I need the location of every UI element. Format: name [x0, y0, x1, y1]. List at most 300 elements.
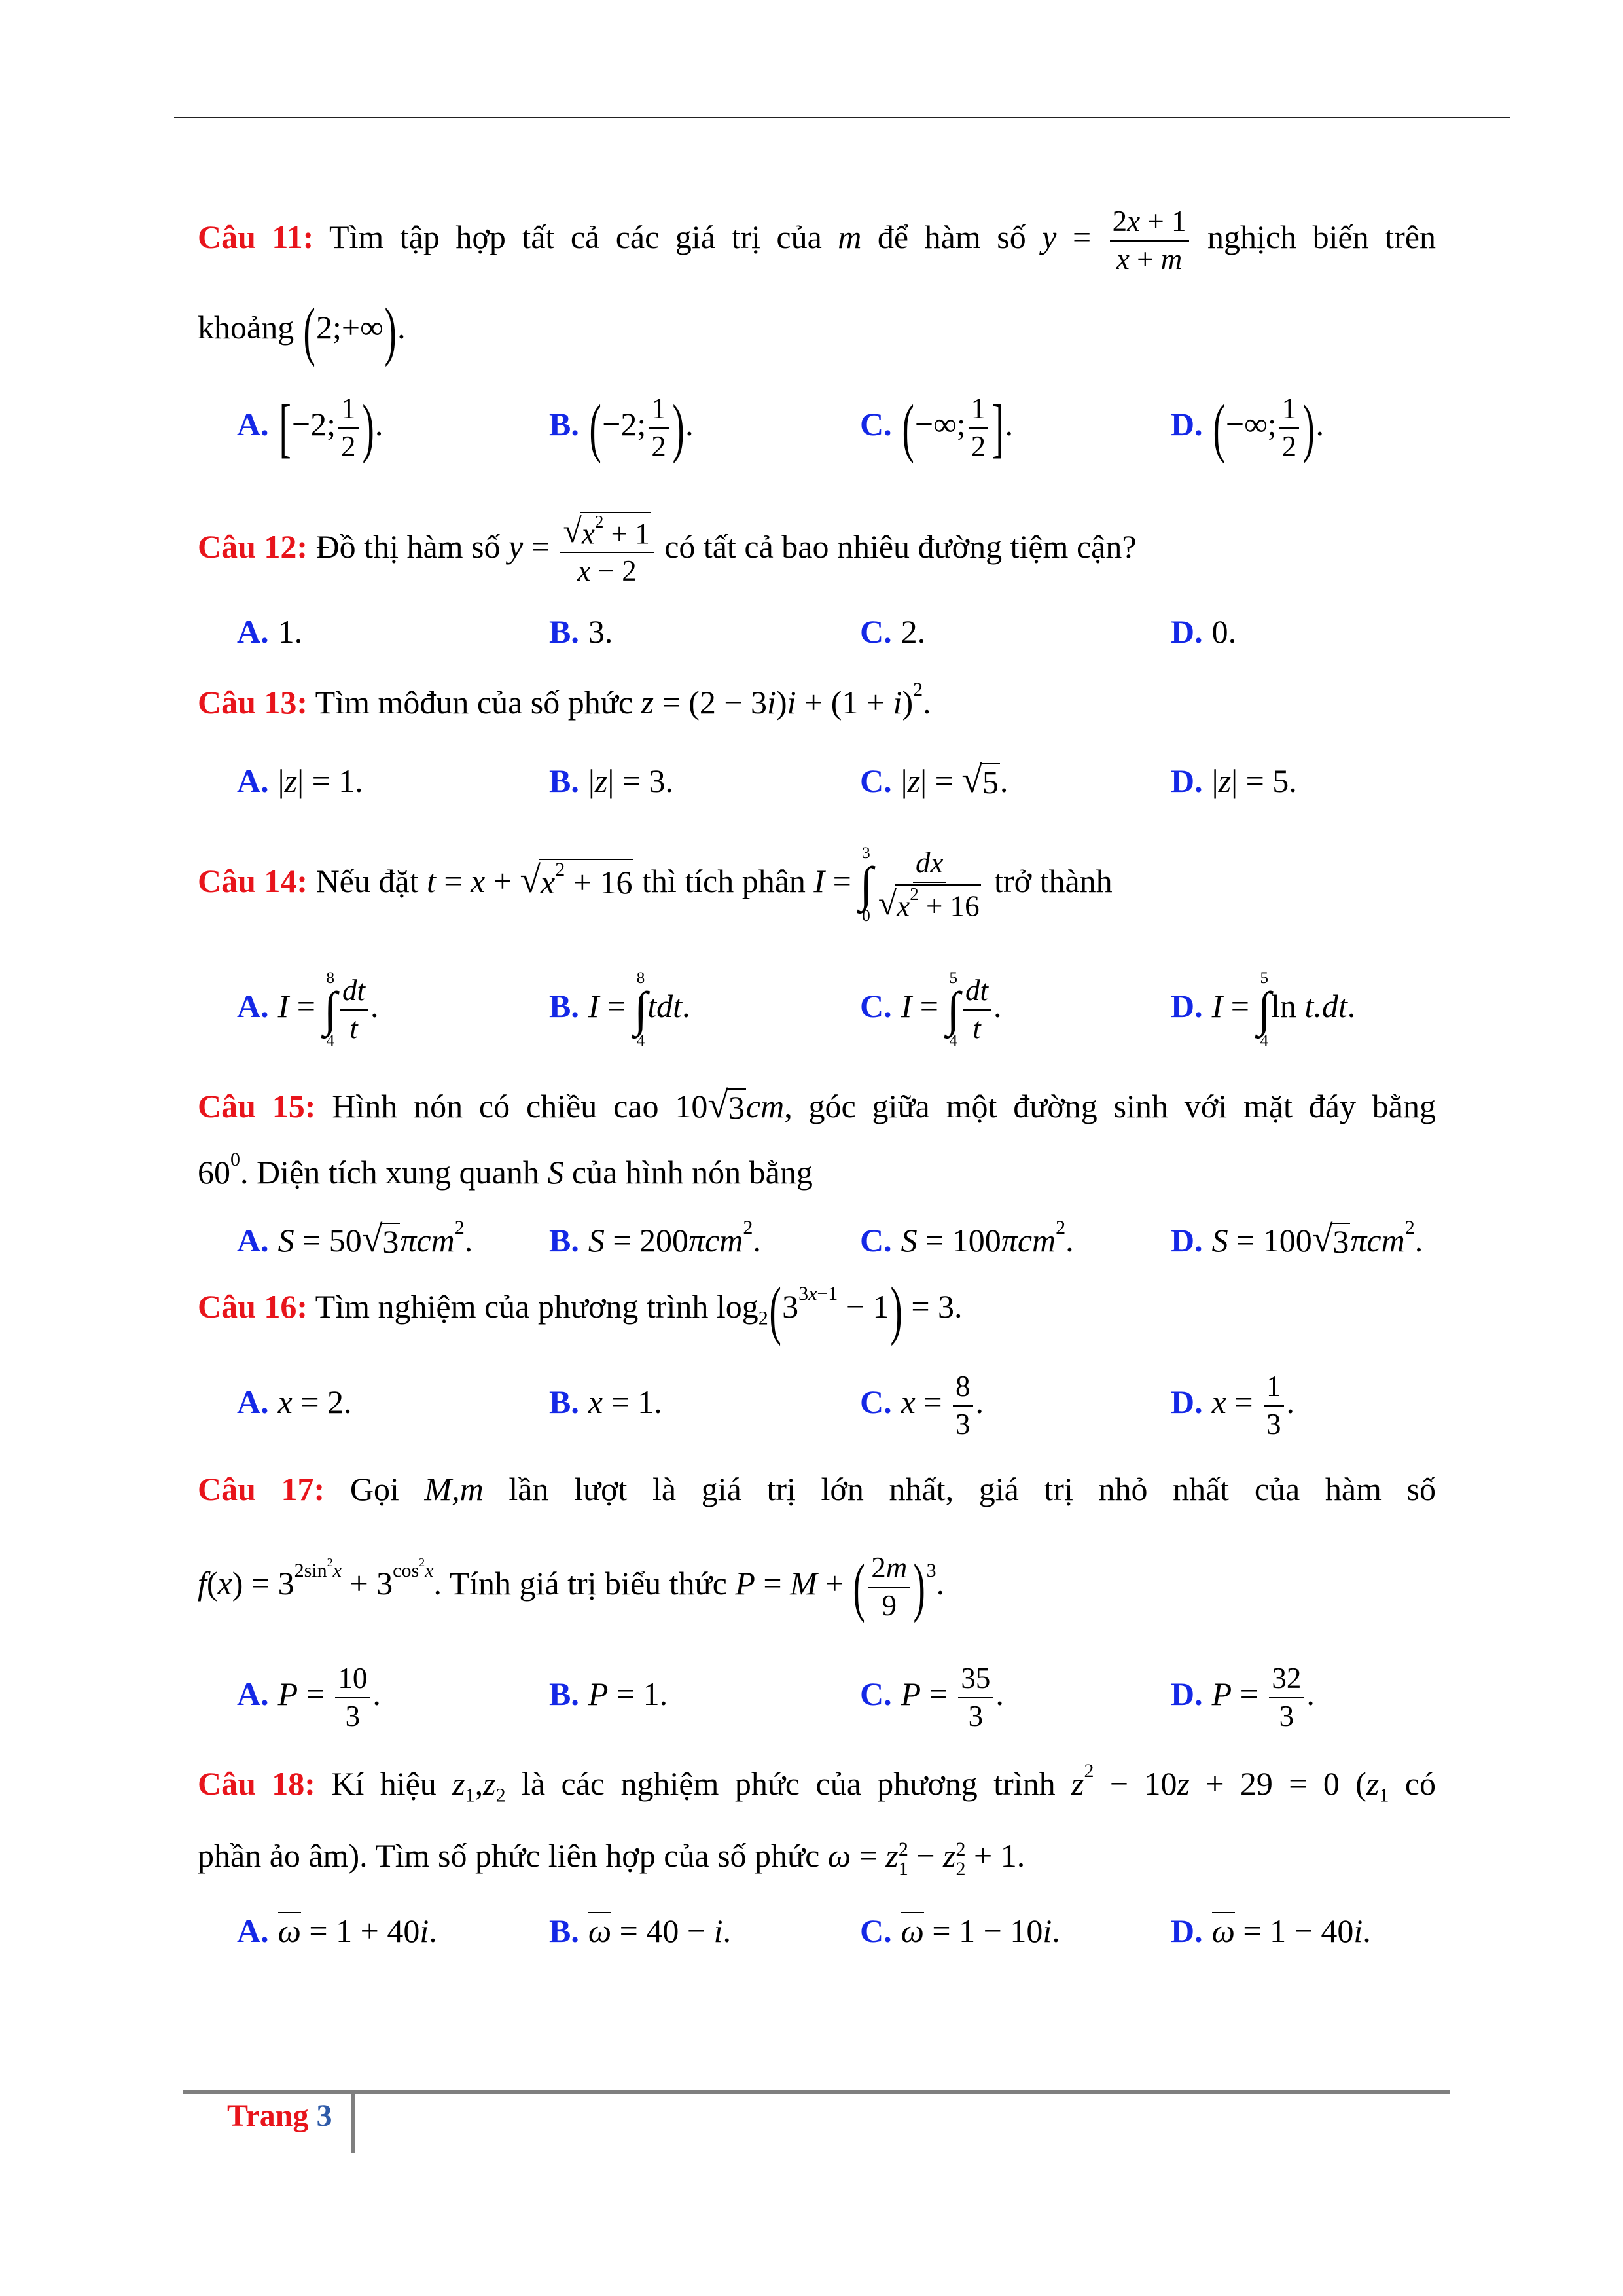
page-number: 3	[316, 2098, 332, 2133]
integral-sign-icon: ∫	[946, 982, 961, 1037]
math-text: cos	[393, 1560, 419, 1581]
math-text: 0	[230, 1149, 240, 1170]
option-label: B.	[549, 406, 579, 442]
fraction	[1264, 1370, 1284, 1442]
answer-option-a[interactable]	[237, 967, 379, 1050]
math-variable: I	[277, 988, 289, 1024]
integral-upper-limit: 8	[326, 969, 334, 987]
option-label: C.	[860, 1384, 892, 1420]
math-variable: z	[907, 762, 921, 799]
numerator	[560, 512, 653, 553]
math-text: 9	[882, 1588, 897, 1622]
text-run: . Diện tích xung quanh	[240, 1154, 548, 1191]
subscript	[758, 1308, 768, 1329]
math-text: ln	[1271, 988, 1305, 1024]
math-variable: z	[483, 1765, 496, 1802]
square-root	[1312, 1219, 1351, 1260]
fraction	[958, 1662, 993, 1734]
math-variable: i	[1043, 1912, 1052, 1949]
math-text: =	[825, 863, 860, 899]
math-variable: x	[332, 1560, 342, 1581]
math-text: =	[1232, 1676, 1267, 1712]
footer-rule	[183, 2090, 1450, 2094]
math-variable: ω	[827, 1837, 851, 1874]
math-text: 3	[955, 1407, 971, 1441]
math-text: −∞;	[1225, 406, 1277, 442]
answer-option-b[interactable]	[549, 1363, 662, 1441]
square-root	[520, 859, 633, 901]
question-line	[198, 1816, 1436, 1895]
math-text: 2	[758, 1307, 768, 1329]
math-text: | = 3.	[607, 762, 674, 799]
radicand	[539, 859, 633, 901]
math-text: 2sin	[294, 1560, 327, 1581]
bracket: [	[279, 391, 291, 464]
numerator	[1269, 1662, 1304, 1698]
math-text: 1	[341, 391, 356, 425]
subscript	[1379, 1785, 1389, 1806]
subscript: 2	[955, 1857, 966, 1880]
question-label: Câu 13:	[198, 684, 308, 721]
math-text: =	[599, 988, 634, 1024]
question-label: Câu 16:	[198, 1288, 308, 1325]
answer-option-b[interactable]	[549, 1892, 731, 1970]
math-text: + 1	[1140, 204, 1186, 238]
answer-option-d[interactable]	[1171, 1655, 1315, 1733]
math-text: =	[915, 1384, 951, 1420]
fraction	[1269, 1662, 1304, 1734]
text-run: có tất cả bao nhiêu đường tiệm cận?	[656, 528, 1137, 565]
math-text: 0.	[1211, 613, 1237, 650]
answer-option-d[interactable]	[1171, 1363, 1294, 1441]
math-text: 1	[1281, 391, 1297, 425]
math-text: = 100	[917, 1222, 1001, 1259]
math-text: 2	[555, 859, 565, 881]
math-text: .	[1363, 1912, 1371, 1949]
option-label: D.	[1171, 762, 1203, 799]
math-text: .	[1286, 1384, 1295, 1420]
answer-option-d[interactable]	[1171, 967, 1356, 1050]
math-text: .	[936, 1565, 945, 1602]
math-text: .	[1306, 1676, 1315, 1712]
math-text: −	[908, 1837, 944, 1874]
math-variable: z	[641, 684, 654, 721]
answer-option-d[interactable]	[1171, 1892, 1371, 1970]
bracket: )	[362, 391, 374, 464]
math-variable: πcm	[1001, 1222, 1056, 1259]
math-text: (	[206, 1565, 218, 1602]
fraction	[1110, 205, 1189, 277]
superscript	[910, 884, 919, 904]
answer-option-c[interactable]	[860, 967, 1002, 1050]
question-line	[198, 1544, 1436, 1623]
integral-lower-limit: 4	[949, 1032, 957, 1050]
conjugate-bar	[901, 1912, 924, 1949]
integral-upper-limit: 5	[949, 969, 957, 987]
radicand	[1331, 1223, 1350, 1260]
math-text: | = 5.	[1231, 762, 1297, 799]
bracket: (	[853, 1550, 865, 1623]
option-label: C.	[860, 1222, 892, 1259]
question-label: Câu 17:	[198, 1471, 325, 1507]
math-text: =	[912, 988, 947, 1024]
math-text: |	[277, 762, 285, 799]
question-label: Câu 15:	[198, 1088, 316, 1124]
question-line	[198, 1744, 1436, 1823]
math-text: 3	[382, 1223, 399, 1261]
math-text: 3	[782, 1288, 799, 1325]
math-text: 3.	[588, 613, 613, 650]
math-variable: z	[885, 1837, 899, 1874]
math-text: 2	[1056, 1217, 1066, 1238]
denominator	[1277, 1698, 1297, 1734]
math-text: + 1	[603, 517, 650, 550]
math-text: 5	[982, 764, 999, 801]
denominator	[876, 883, 984, 923]
math-variable: t	[349, 1011, 358, 1045]
math-text: .	[397, 309, 406, 346]
math-text: 2	[971, 429, 986, 463]
math-text: 3	[1266, 1407, 1281, 1441]
math-text: =	[289, 988, 324, 1024]
math-text: =	[755, 1565, 791, 1602]
math-variable: m	[1160, 242, 1183, 276]
superscript: 2	[955, 1838, 966, 1860]
math-variable: cm	[745, 1088, 785, 1124]
fraction	[649, 392, 669, 464]
math-text: 3	[1279, 1699, 1294, 1732]
answer-option-a[interactable]	[237, 742, 363, 820]
math-variable: x	[808, 1283, 817, 1304]
page-word: Trang	[227, 2098, 309, 2133]
question-line	[198, 507, 1436, 586]
numerator	[340, 974, 368, 1011]
text-run: . Tính giá trị biểu thức	[433, 1565, 736, 1602]
option-label: A.	[237, 1912, 269, 1949]
answer-option-b[interactable]	[549, 1655, 668, 1733]
denominator	[338, 429, 359, 464]
text-run: nghịch biến trên	[1191, 219, 1436, 255]
math-text: .	[975, 1384, 984, 1420]
super-subscript	[899, 1840, 908, 1879]
math-text: = 1.	[603, 1384, 662, 1420]
answer-option-a[interactable]	[237, 1363, 352, 1441]
bracket: )	[913, 1550, 926, 1623]
superscript	[419, 1556, 425, 1569]
option-label: A.	[237, 613, 269, 650]
answer-option-b[interactable]	[549, 967, 690, 1050]
radical-sign-icon: √	[961, 759, 982, 800]
answer-option-c[interactable]	[860, 1655, 1004, 1733]
option-label: A.	[237, 1384, 269, 1420]
math-text: 1	[1266, 1369, 1281, 1403]
fraction	[338, 392, 359, 464]
math-text: 2	[1281, 429, 1297, 463]
math-variable: P	[277, 1676, 298, 1712]
bracket: )	[384, 294, 397, 367]
math-text: +	[817, 1565, 852, 1602]
question-label: Câu 18:	[198, 1765, 315, 1802]
option-label: B.	[549, 988, 579, 1024]
numerator	[963, 974, 991, 1011]
math-text: .	[1005, 406, 1013, 442]
math-text: 8	[955, 1369, 971, 1403]
math-text: |	[588, 762, 595, 799]
answer-option-c[interactable]	[860, 385, 1013, 463]
math-variable: i	[787, 684, 796, 721]
math-variable: I	[813, 863, 825, 899]
answer-option-c[interactable]	[860, 592, 925, 671]
math-variable: i	[767, 684, 776, 721]
integral-sign-icon: ∫	[1257, 982, 1272, 1037]
math-text: 3	[728, 1089, 745, 1126]
math-variable: y	[508, 528, 524, 565]
math-variable: S	[547, 1154, 564, 1191]
math-text: 1	[1379, 1784, 1389, 1806]
superscript	[327, 1556, 333, 1569]
math-variable: dt	[965, 973, 989, 1007]
denominator	[1279, 429, 1300, 464]
denominator	[347, 1011, 361, 1046]
math-text: = 200	[604, 1222, 689, 1259]
option-label: C.	[860, 406, 892, 442]
numerator	[1279, 392, 1300, 429]
math-text: 2	[327, 1555, 333, 1569]
superscript	[294, 1555, 342, 1581]
answer-option-a[interactable]	[237, 592, 302, 671]
math-text: + 29 = 0	[1189, 1765, 1340, 1802]
math-text: =	[523, 528, 558, 565]
option-label: A.	[237, 1676, 269, 1712]
answer-option-a[interactable]	[237, 1892, 437, 1970]
fraction	[560, 512, 653, 588]
text-run: là các nghiệm phức của phương trình	[505, 1765, 1072, 1802]
math-variable: M	[790, 1565, 817, 1602]
numerator	[969, 392, 989, 429]
radicand	[981, 763, 1000, 800]
math-text: .	[429, 1912, 437, 1949]
math-text: − 1	[838, 1288, 889, 1325]
radicand	[895, 884, 980, 923]
answer-option-c[interactable]	[860, 1363, 984, 1441]
option-label: A.	[237, 406, 269, 442]
math-variable: i	[1353, 1912, 1363, 1949]
math-variable: P	[735, 1565, 755, 1602]
math-variable: x	[588, 1384, 603, 1420]
denominator	[970, 1011, 984, 1046]
math-variable: x	[277, 1384, 293, 1420]
bracket: (	[303, 294, 315, 367]
math-text: .	[464, 1222, 473, 1259]
integral-lower-limit: 4	[1260, 1032, 1268, 1050]
bracket: (	[589, 391, 601, 464]
math-text: =	[435, 863, 471, 899]
denominator	[575, 553, 639, 588]
math-text: 2	[910, 884, 919, 905]
math-text: = 1 − 10	[923, 1912, 1043, 1949]
radical-sign-icon: √	[361, 1219, 383, 1260]
denominator	[343, 1698, 363, 1734]
math-text: + 3	[341, 1565, 393, 1602]
integral-upper-limit: 3	[862, 844, 870, 862]
superscript	[927, 1560, 936, 1581]
math-text: | =	[920, 762, 962, 799]
math-variable: P	[1211, 1676, 1232, 1712]
math-variable: P	[588, 1676, 609, 1712]
integral-upper-limit: 8	[636, 969, 645, 987]
numerator	[649, 392, 669, 429]
integral	[1257, 970, 1271, 1049]
math-variable: ω	[901, 1912, 924, 1949]
math-text: = 50	[294, 1222, 362, 1259]
math-text: .	[1065, 1222, 1074, 1259]
math-variable: x	[1211, 1384, 1226, 1420]
radical-sign-icon: √	[563, 512, 582, 550]
math-text: 2	[1404, 1217, 1415, 1238]
integral-sign-icon: ∫	[859, 857, 873, 912]
math-text: 2;+∞	[316, 309, 383, 346]
math-text: + (1 +	[796, 684, 893, 721]
text-run: lần lượt là giá trị lớn nhất, giá trị nhỏ nhất của hàm số	[483, 1471, 1436, 1507]
math-text: 10	[675, 1088, 708, 1124]
option-label: B.	[549, 613, 579, 650]
numerator	[338, 392, 359, 429]
text-run: Tìm tập hợp tất cả các giá trị của	[313, 219, 838, 255]
bracket: ]	[991, 391, 1004, 464]
option-label: D.	[1171, 1912, 1203, 1949]
math-text: )	[902, 684, 914, 721]
math-text: + 16	[565, 864, 633, 901]
answer-option-d[interactable]	[1171, 742, 1297, 820]
math-variable: x	[897, 889, 910, 923]
answer-option-b[interactable]	[549, 385, 694, 463]
math-text: −2;	[291, 406, 336, 442]
math-variable: I	[588, 988, 599, 1024]
page-footer	[227, 2094, 332, 2138]
fraction	[340, 974, 368, 1046]
option-label: C.	[860, 988, 892, 1024]
math-text: .	[372, 1676, 381, 1712]
question-line	[198, 1133, 1436, 1211]
math-text: − 10	[1094, 1765, 1177, 1802]
math-text: + 1.	[965, 1837, 1026, 1874]
math-text: = (2 − 3	[654, 684, 768, 721]
integral-upper-limit: 5	[1260, 969, 1268, 987]
text-run: để hàm số	[861, 219, 1043, 255]
math-text: 60	[198, 1154, 230, 1191]
denominator	[966, 1698, 986, 1734]
math-variable: x	[1127, 204, 1141, 238]
math-text: 2	[594, 512, 604, 532]
math-variable: πcm	[1350, 1222, 1405, 1259]
text-run: , góc giữa một đường sinh với mặt đáy bằng	[784, 1088, 1436, 1124]
answer-option-d[interactable]	[1171, 385, 1324, 463]
answer-option-a[interactable]	[237, 385, 383, 463]
fraction	[1279, 392, 1300, 464]
math-text: ) = 3	[232, 1565, 294, 1602]
text-run: của hình nón bằng	[563, 1154, 813, 1191]
math-text: =	[1226, 1384, 1262, 1420]
option-label: D.	[1171, 406, 1203, 442]
radicand	[580, 512, 651, 550]
bracket: (	[902, 391, 914, 464]
math-text: .	[923, 684, 931, 721]
math-variable: z	[1071, 1765, 1084, 1802]
subscript	[496, 1785, 506, 1806]
math-variable: ω	[277, 1912, 301, 1949]
bracket: (	[1213, 391, 1225, 464]
fraction	[335, 1662, 370, 1734]
option-label: C.	[860, 613, 892, 650]
integral-sign-icon: ∫	[323, 982, 338, 1037]
math-text: 2	[871, 1551, 886, 1584]
footer-divider	[351, 2092, 355, 2153]
numerator	[868, 1551, 910, 1588]
text-run: Hình nón có chiều cao	[315, 1088, 675, 1124]
math-text: .	[374, 406, 383, 442]
superscript	[230, 1149, 240, 1170]
answer-option-c[interactable]	[860, 742, 1008, 820]
conjugate-bar	[1212, 1912, 1235, 1949]
math-text: |	[1211, 762, 1219, 799]
fraction	[953, 1370, 973, 1442]
math-text: + 16	[918, 889, 980, 923]
math-variable: m	[885, 1551, 908, 1584]
superscript	[555, 859, 565, 880]
superscript	[913, 679, 923, 700]
answer-option-b[interactable]	[549, 592, 613, 671]
fraction	[969, 392, 989, 464]
math-variable: M,m	[424, 1471, 484, 1507]
option-label: D.	[1171, 988, 1203, 1024]
integral-lower-limit: 0	[862, 907, 870, 925]
denominator	[1114, 242, 1185, 277]
question-label: Câu 12:	[198, 528, 308, 565]
math-text: 2	[651, 429, 666, 463]
math-variable: I	[1211, 988, 1223, 1024]
denominator	[880, 1588, 900, 1623]
answer-option-c[interactable]	[860, 1892, 1060, 1970]
superscript: 2	[898, 1838, 908, 1860]
option-label: A.	[237, 1222, 269, 1259]
numerator	[958, 1662, 993, 1698]
answer-option-a[interactable]	[237, 1655, 381, 1733]
square-root	[362, 1219, 401, 1260]
math-text: +	[1129, 242, 1161, 276]
radicand	[727, 1088, 746, 1126]
denominator	[953, 1407, 973, 1442]
math-text: +	[485, 863, 520, 899]
math-variable: x	[1116, 242, 1130, 276]
numerator	[913, 846, 946, 883]
conjugate-bar	[278, 1912, 301, 1949]
math-text: = 100	[1228, 1222, 1312, 1259]
answer-option-b[interactable]	[549, 742, 673, 820]
bracket: )	[1302, 391, 1315, 464]
integral	[634, 970, 648, 1049]
math-text: −1	[817, 1283, 838, 1304]
math-variable: πcm	[400, 1222, 455, 1259]
answer-option-d[interactable]	[1171, 592, 1236, 671]
math-variable: S	[1211, 1222, 1228, 1259]
integral	[946, 970, 960, 1049]
bracket: (	[769, 1273, 781, 1346]
math-text: )	[776, 684, 787, 721]
math-variable: i	[713, 1912, 723, 1949]
integral	[323, 970, 337, 1049]
radical-sign-icon: √	[520, 859, 541, 901]
text-run: (	[1339, 1765, 1366, 1802]
